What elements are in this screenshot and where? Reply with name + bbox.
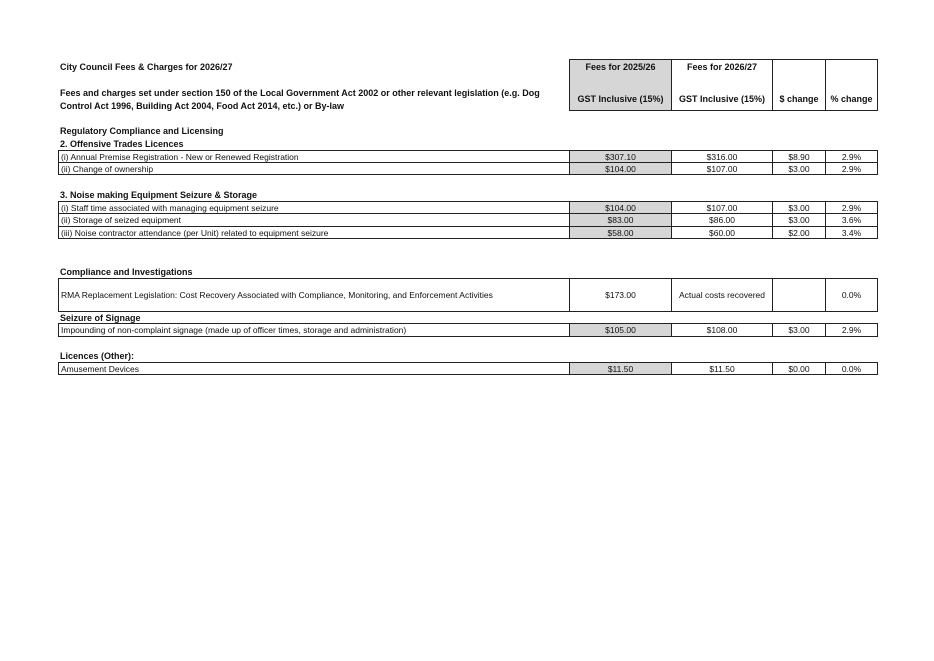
row-fee-curr: $107.00	[671, 201, 773, 214]
row-description: (ii) Storage of seized equipment	[58, 213, 570, 227]
row-description: (iii) Noise contractor attendance (per Unit) related to equipment seizure	[58, 226, 570, 239]
row-fee-prev: $173.00	[569, 278, 672, 312]
row-fee-curr: Actual costs recovered	[671, 278, 773, 312]
row-dollar-change: $3.00	[772, 201, 826, 214]
section-signage: Seizure of Signage	[60, 313, 141, 323]
row-description: Impounding of non-complaint signage (made up of officer times, storage and administration)	[58, 323, 570, 337]
section-regulatory: Regulatory Compliance and Licensing	[60, 126, 224, 136]
row-pct-change: 2.9%	[825, 162, 878, 175]
header-gst-prev: GST Inclusive (15%)	[577, 94, 664, 104]
row-dollar-change: $3.00	[772, 323, 826, 337]
row-description: Amusement Devices	[58, 362, 570, 375]
section-licences-other: Licences (Other):	[60, 351, 135, 361]
row-fee-curr: $86.00	[671, 213, 773, 227]
row-fee-curr: $108.00	[671, 323, 773, 337]
row-dollar-change: $8.90	[772, 150, 826, 163]
row-fee-curr: $11.50	[671, 362, 773, 375]
header-fees-curr: Fees for 2026/27	[686, 62, 758, 72]
row-dollar-change: $0.00	[772, 362, 826, 375]
row-fee-curr: $60.00	[671, 226, 773, 239]
section-compliance: Compliance and Investigations	[60, 267, 193, 277]
row-dollar-change: $3.00	[772, 213, 826, 227]
row-pct-change: 2.9%	[825, 323, 878, 337]
row-dollar-change	[772, 278, 826, 312]
header-dollar-change: $ change	[779, 94, 819, 104]
row-fee-prev: $83.00	[569, 213, 672, 227]
row-pct-change: 0.0%	[825, 278, 878, 312]
row-fee-prev: $307.10	[569, 150, 672, 163]
row-pct-change: 2.9%	[825, 150, 878, 163]
section-noise-equipment: 3. Noise making Equipment Seizure & Storage	[60, 190, 258, 200]
row-pct-change: 2.9%	[825, 201, 878, 214]
row-fee-prev: $104.00	[569, 162, 672, 175]
document-subtitle-line2: Control Act 1996, Building Act 2004, Food Act 2014, etc.) or By-law	[60, 101, 345, 111]
row-fee-prev: $104.00	[569, 201, 672, 214]
header-gst-curr: GST Inclusive (15%)	[678, 94, 766, 104]
row-description: (i) Annual Premise Registration - New or Renewed Registration	[58, 150, 570, 163]
row-fee-prev: $105.00	[569, 323, 672, 337]
document-title: City Council Fees & Charges for 2026/27	[60, 62, 233, 72]
row-description: RMA Replacement Legislation: Cost Recovery Associated with Compliance, Monitoring, and Enforcement Activities	[58, 278, 570, 312]
row-dollar-change: $2.00	[772, 226, 826, 239]
row-dollar-change: $3.00	[772, 162, 826, 175]
header-pct-change: % change	[830, 94, 873, 104]
document-subtitle-line1: Fees and charges set under section 150 of the Local Government Act 2002 or other relevant legislation (e.g. Dog	[60, 88, 540, 98]
row-pct-change: 3.4%	[825, 226, 878, 239]
row-fee-curr: $107.00	[671, 162, 773, 175]
row-description: (i) Staff time associated with managing equipment seizure	[58, 201, 570, 214]
section-offensive-trades: 2. Offensive Trades Licences	[60, 139, 184, 149]
header-fees-prev: Fees for 2025/26	[585, 62, 656, 72]
row-description: (ii) Change of ownership	[58, 162, 570, 175]
row-fee-prev: $11.50	[569, 362, 672, 375]
row-fee-prev: $58.00	[569, 226, 672, 239]
row-pct-change: 3.6%	[825, 213, 878, 227]
row-fee-curr: $316.00	[671, 150, 773, 163]
row-pct-change: 0.0%	[825, 362, 878, 375]
